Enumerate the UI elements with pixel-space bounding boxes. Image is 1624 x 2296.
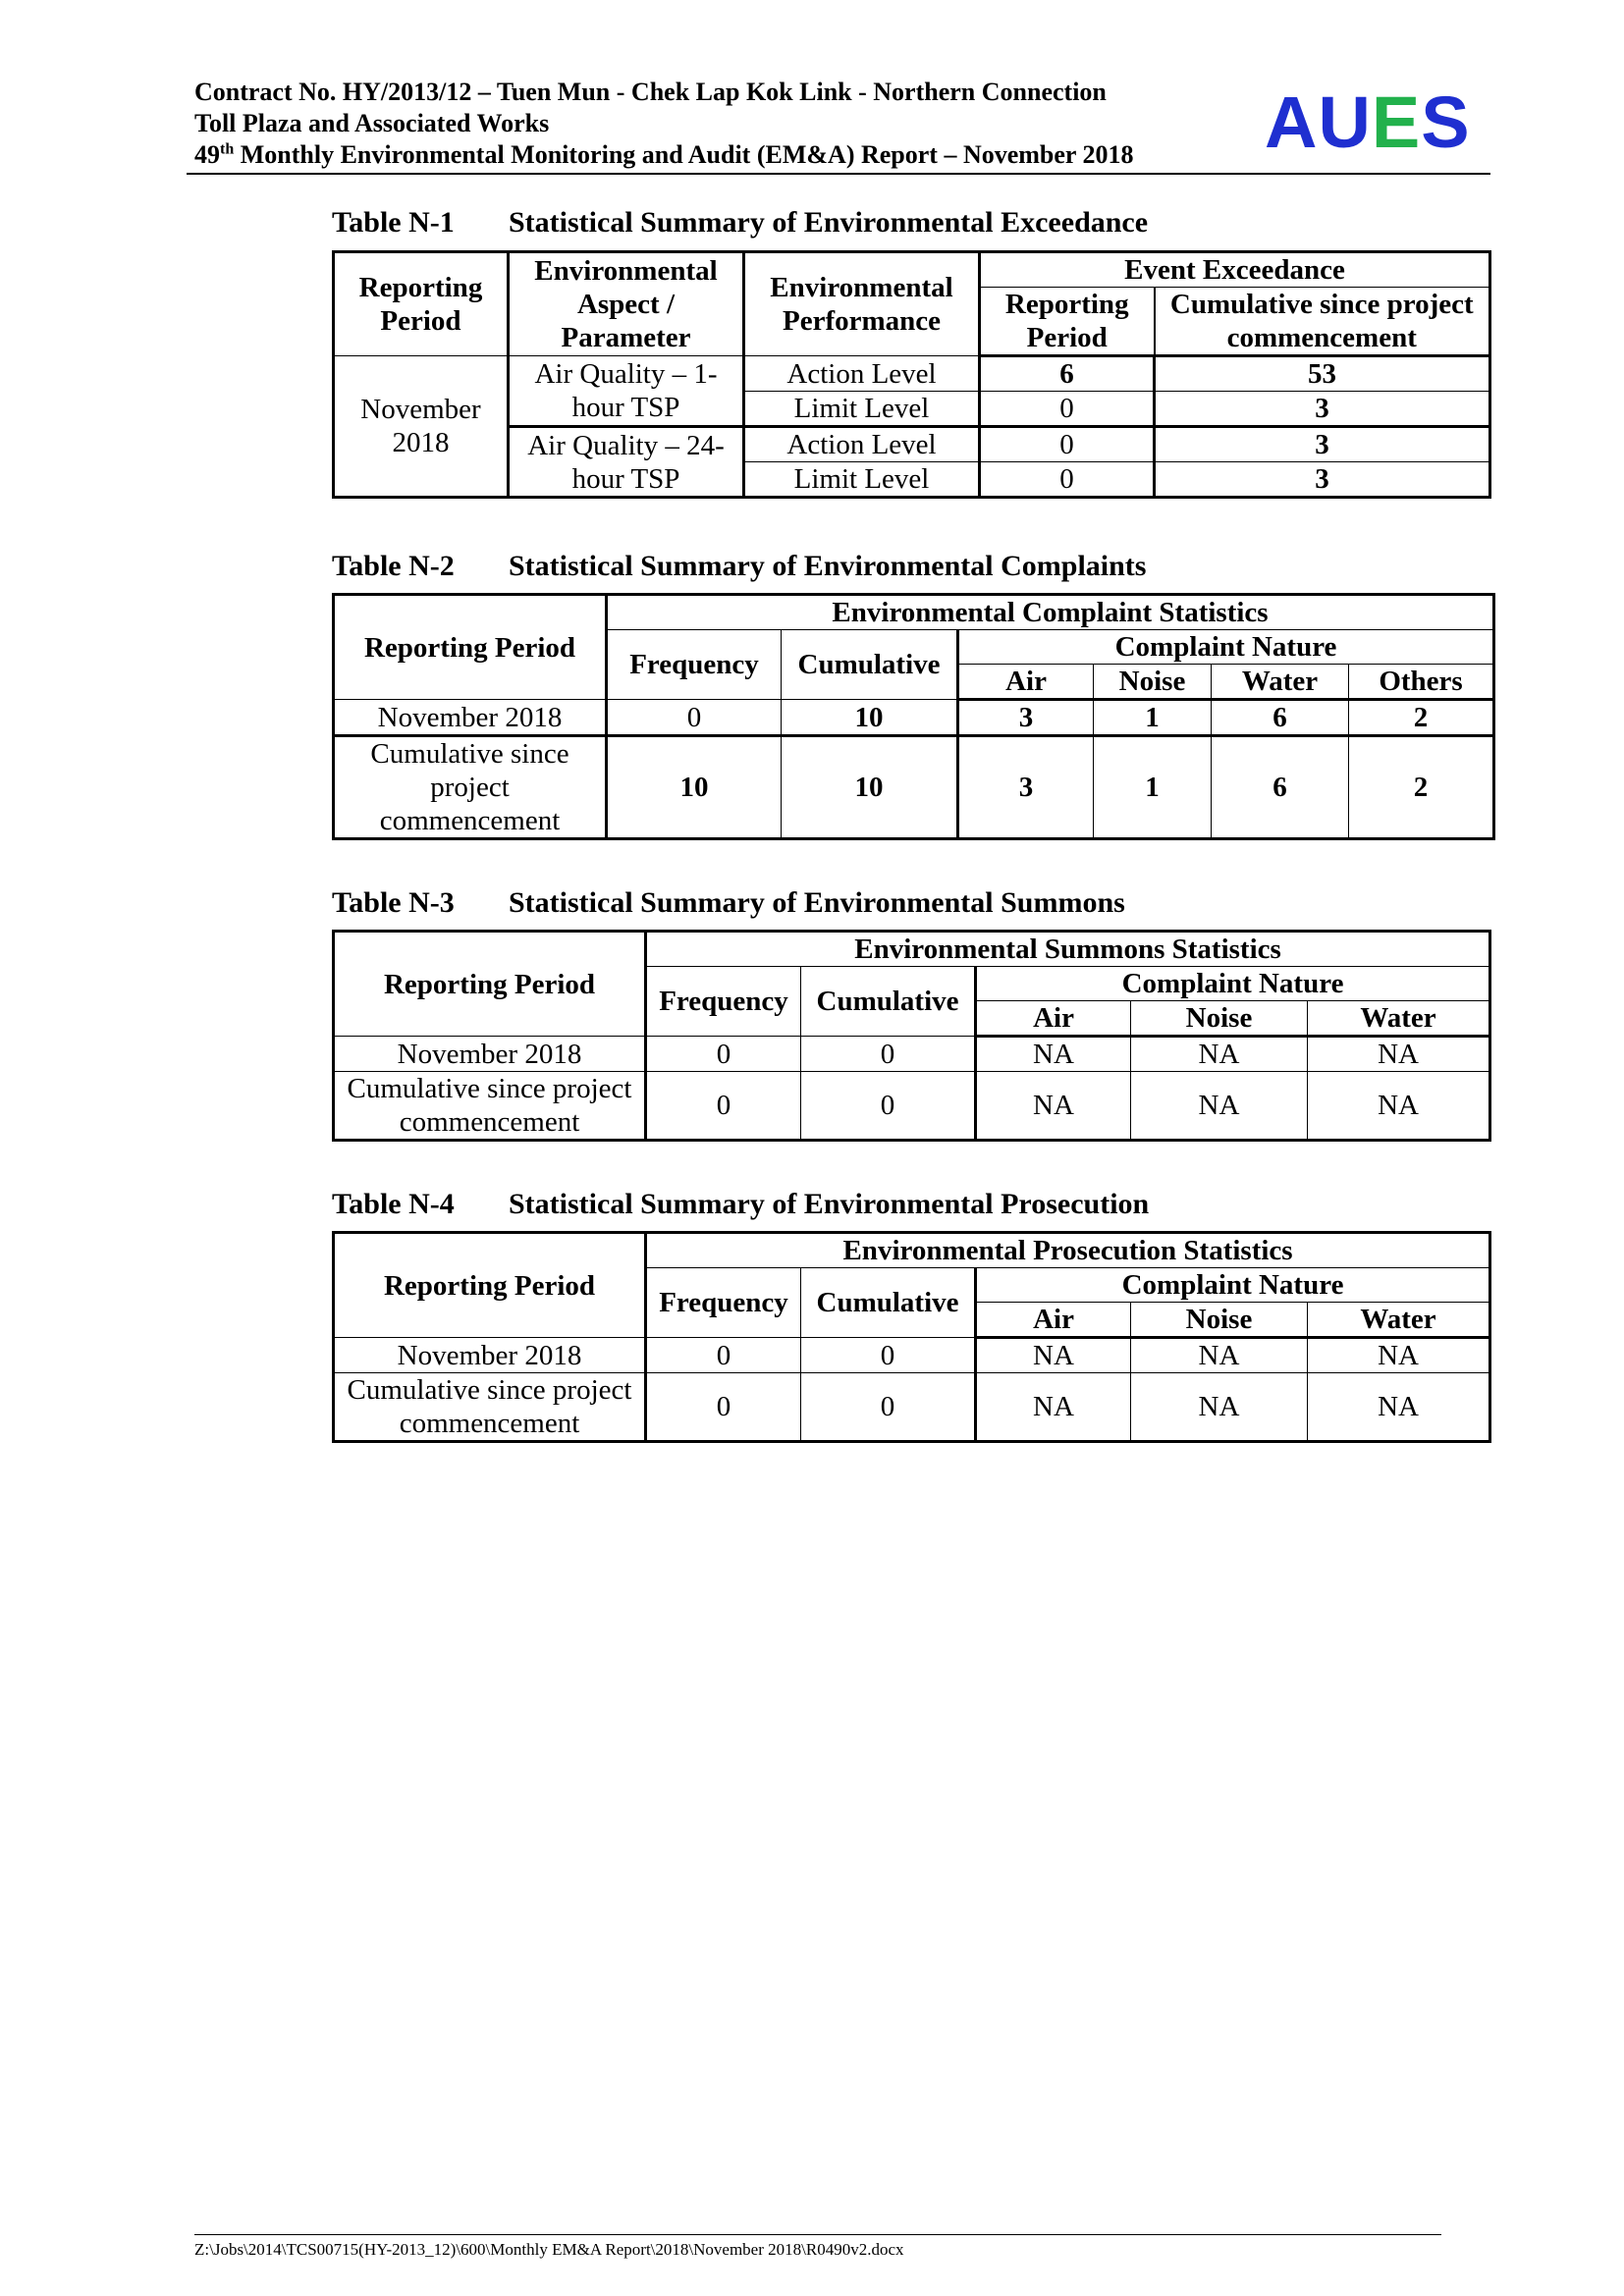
frequency-cell: 0	[607, 700, 782, 736]
col-event-cumulative: Cumulative since project commencement	[1155, 288, 1490, 356]
logo-letter: A	[1265, 81, 1319, 163]
reporting-value-cell: 0	[980, 392, 1155, 427]
row-period-cell: Cumulative since project commencement	[334, 1373, 646, 1442]
col-water: Water	[1308, 1303, 1490, 1338]
table1-title: Statistical Summary of Environmental Exceedance	[509, 206, 1149, 239]
table2-caption	[332, 550, 1146, 583]
table-row	[334, 700, 1494, 736]
col-frequency: Frequency	[607, 630, 782, 700]
exceedance-table	[332, 250, 1491, 499]
col-reporting-period: Reporting Period	[334, 1233, 646, 1338]
col-water: Water	[1212, 665, 1349, 700]
table-row	[334, 356, 1490, 392]
complaints-table	[332, 593, 1495, 840]
col-water: Water	[1308, 1001, 1490, 1037]
row-period-cell: November 2018	[334, 1338, 646, 1373]
col-reporting-period: Reporting Period	[334, 595, 607, 700]
report-title: Monthly Environmental Monitoring and Audit (EM&A) Report – November 2018	[234, 140, 1134, 169]
air-cell: 3	[958, 736, 1094, 839]
table4-caption	[332, 1188, 1149, 1221]
frequency-cell: 0	[646, 1338, 801, 1373]
summons-table	[332, 930, 1491, 1142]
header-contract-line: Contract No. HY/2013/12 – Tuen Mun - Chek Lap Kok Link - Northern Connection	[194, 78, 1107, 106]
frequency-cell: 0	[646, 1072, 801, 1141]
cumulative-value-cell: 53	[1155, 356, 1490, 392]
col-cumulative: Cumulative	[801, 1268, 976, 1338]
col-air: Air	[958, 665, 1094, 700]
table-header-row	[334, 932, 1490, 967]
performance-cell: Limit Level	[744, 392, 980, 427]
water-cell: NA	[1308, 1072, 1490, 1141]
col-frequency: Frequency	[646, 967, 801, 1037]
report-number: 49	[194, 140, 220, 169]
reporting-value-cell: 6	[980, 356, 1155, 392]
table3-label: Table N-3	[332, 886, 455, 919]
logo-letter: U	[1318, 81, 1372, 163]
air-cell: NA	[976, 1072, 1131, 1141]
air-cell: NA	[976, 1373, 1131, 1442]
col-complaint-nature: Complaint Nature	[976, 967, 1490, 1001]
footer-divider	[194, 2234, 1441, 2235]
col-summons-statistics: Environmental Summons Statistics	[646, 932, 1490, 967]
cumulative-cell: 10	[782, 700, 958, 736]
performance-cell: Action Level	[744, 356, 980, 392]
water-cell: NA	[1308, 1338, 1490, 1373]
table4-title: Statistical Summary of Environmental Prosecution	[509, 1188, 1150, 1220]
col-others: Others	[1349, 665, 1494, 700]
row-period-cell: Cumulative since project commencement	[334, 736, 607, 839]
noise-cell: NA	[1131, 1373, 1308, 1442]
reporting-value-cell: 0	[980, 427, 1155, 462]
header-project-line: Toll Plaza and Associated Works	[194, 109, 550, 137]
noise-cell: NA	[1131, 1072, 1308, 1141]
table1-label: Table N-1	[332, 206, 455, 239]
report-number-suffix: th	[220, 140, 235, 158]
reporting-value-cell: 0	[980, 462, 1155, 498]
table4-label: Table N-4	[332, 1188, 455, 1220]
col-environmental-performance: Environmental Performance	[744, 252, 980, 356]
table-row	[334, 1373, 1490, 1442]
row-period-cell: November 2018	[334, 356, 509, 498]
col-reporting-period: Reporting Period	[334, 252, 509, 356]
frequency-cell: 10	[607, 736, 782, 839]
aspect-cell: Air Quality – 24-hour TSP	[509, 427, 744, 498]
logo-letter: S	[1421, 81, 1471, 163]
row-period-cell: November 2018	[334, 700, 607, 736]
noise-cell: 1	[1094, 700, 1212, 736]
cumulative-cell: 10	[782, 736, 958, 839]
col-event-reporting-period: Reporting Period	[980, 288, 1155, 356]
header-text	[194, 77, 1134, 171]
noise-cell: NA	[1131, 1037, 1308, 1072]
col-prosecution-statistics: Environmental Prosecution Statistics	[646, 1233, 1490, 1268]
table-header-row	[334, 595, 1494, 630]
footer-file-path: Z:\Jobs\2014\TCS00715(HY-2013_12)\600\Monthly EM&A Report\2018\November 2018\R0490v2.docx	[194, 2240, 904, 2259]
noise-cell: 1	[1094, 736, 1212, 839]
col-complaint-nature: Complaint Nature	[976, 1268, 1490, 1303]
col-complaint-statistics: Environmental Complaint Statistics	[607, 595, 1494, 630]
water-cell: 6	[1212, 700, 1349, 736]
table-header-row	[334, 1233, 1490, 1268]
col-environmental-aspect: Environmental Aspect / Parameter	[509, 252, 744, 356]
col-air: Air	[976, 1303, 1131, 1338]
cumulative-cell: 0	[801, 1338, 976, 1373]
col-noise: Noise	[1131, 1303, 1308, 1338]
col-air: Air	[976, 1001, 1131, 1037]
table1-caption	[332, 206, 1148, 240]
aues-logo	[1265, 82, 1471, 163]
cumulative-cell: 0	[801, 1373, 976, 1442]
water-cell: NA	[1308, 1373, 1490, 1442]
table3-caption	[332, 886, 1125, 920]
water-cell: 6	[1212, 736, 1349, 839]
header-report-line	[194, 139, 1134, 171]
table-row	[334, 1338, 1490, 1373]
others-cell: 2	[1349, 736, 1494, 839]
row-period-cell: November 2018	[334, 1037, 646, 1072]
performance-cell: Action Level	[744, 427, 980, 462]
performance-cell: Limit Level	[744, 462, 980, 498]
prosecution-table	[332, 1231, 1491, 1443]
table2-label: Table N-2	[332, 550, 455, 582]
col-reporting-period: Reporting Period	[334, 932, 646, 1037]
frequency-cell: 0	[646, 1373, 801, 1442]
cumulative-cell: 0	[801, 1037, 976, 1072]
col-noise: Noise	[1094, 665, 1212, 700]
water-cell: NA	[1308, 1037, 1490, 1072]
col-cumulative: Cumulative	[801, 967, 976, 1037]
table-row	[334, 736, 1494, 839]
table3-title: Statistical Summary of Environmental Summons	[509, 886, 1125, 919]
table-row	[334, 1072, 1490, 1141]
logo-letter: E	[1371, 81, 1422, 163]
header-divider	[187, 173, 1490, 175]
frequency-cell: 0	[646, 1037, 801, 1072]
others-cell: 2	[1349, 700, 1494, 736]
table-row	[334, 1037, 1490, 1072]
cumulative-value-cell: 3	[1155, 462, 1490, 498]
aspect-cell: Air Quality – 1-hour TSP	[509, 356, 744, 427]
col-event-exceedance: Event Exceedance	[980, 252, 1490, 288]
col-noise: Noise	[1131, 1001, 1308, 1037]
row-period-cell: Cumulative since project commencement	[334, 1072, 646, 1141]
col-complaint-nature: Complaint Nature	[958, 630, 1494, 665]
cumulative-value-cell: 3	[1155, 427, 1490, 462]
table2-title: Statistical Summary of Environmental Complaints	[509, 550, 1147, 582]
col-cumulative: Cumulative	[782, 630, 958, 700]
col-frequency: Frequency	[646, 1268, 801, 1338]
noise-cell: NA	[1131, 1338, 1308, 1373]
cumulative-value-cell: 3	[1155, 392, 1490, 427]
air-cell: NA	[976, 1338, 1131, 1373]
air-cell: 3	[958, 700, 1094, 736]
air-cell: NA	[976, 1037, 1131, 1072]
table-header-row	[334, 252, 1490, 288]
cumulative-cell: 0	[801, 1072, 976, 1141]
